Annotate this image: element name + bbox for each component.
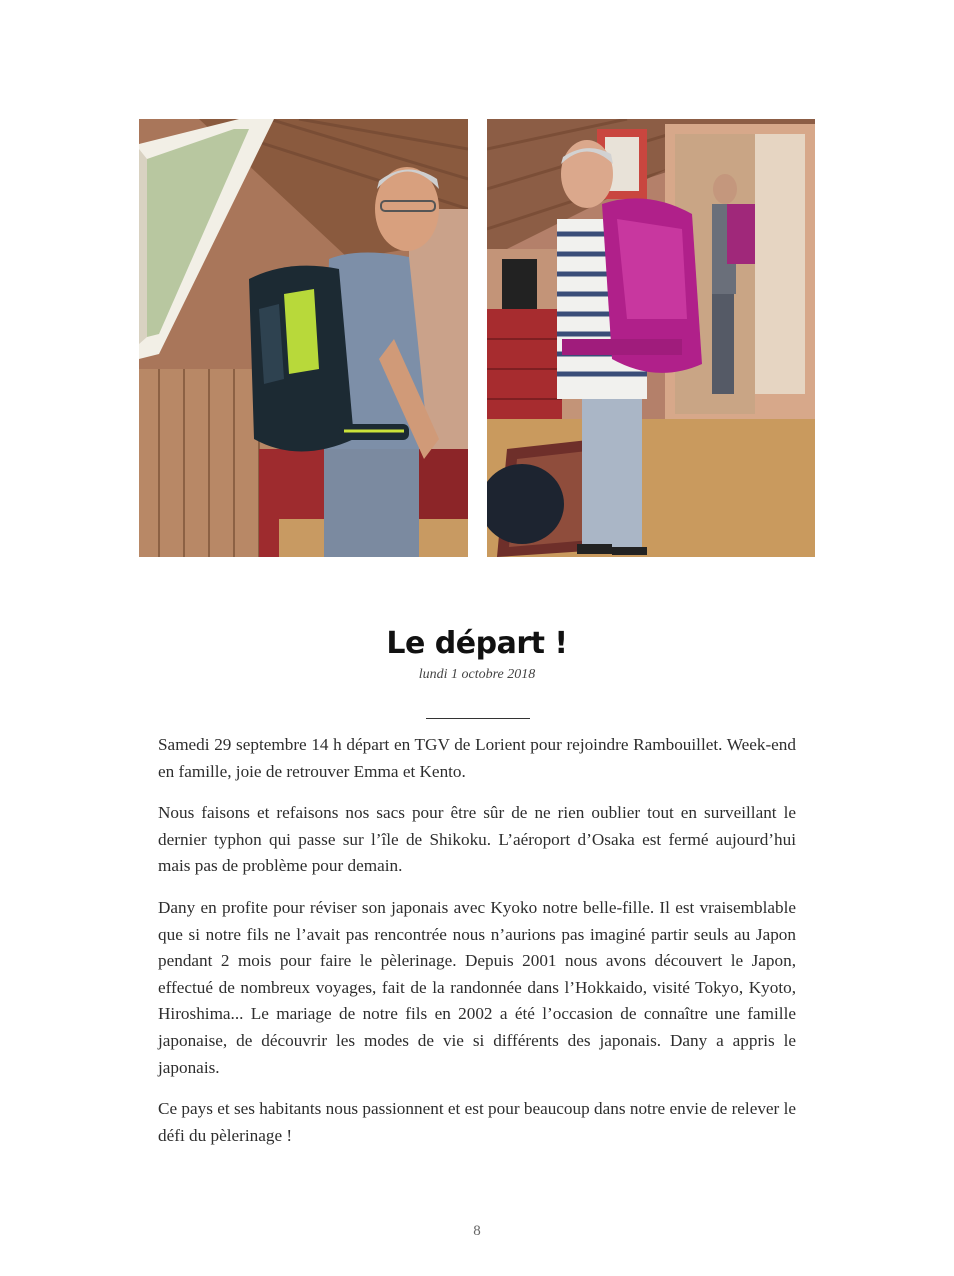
paragraph: Dany en profite pour réviser son japonais avec Kyoko notre belle-fille. Il est vraisemblable que si notre fils ne l’avait pas rencontrée nous n’aurions pas imaginé partir seuls au Japon pendant 2 mois pour faire le pèlerinage. Depuis 2001 nous avons découvert le Japon, effectué de nombreux voyages, fait de la randonnée dans l’Hokkaido, visité Tokyo, Kyoto, Hiroshima... Le mariage de notre fils en 2002 a été l’occasion de connaître une famille japonaise, de découvrir les modes de vie si différents des japonais. Dany a appris le japonais. [158,897,796,1077]
photo-woman-with-backpack [487,119,815,557]
photo-woman-illustration [487,119,815,557]
photo-man-illustration [139,119,468,557]
paragraph: Nous faisons et refaisons nos sacs pour être sûr de ne rien oublier tout en surveillant le dernier typhon qui passe sur l’île de Shikoku. L’aéroport d’Osaka est fermé aujourd’hui mais pas de problème pour demain. [158,803,796,876]
page-number: 8 [473,1223,481,1239]
title-divider [426,718,530,719]
paragraph: Ce pays et ses habitants nous passionnent et est pour beaucoup dans notre envie de relever le défi du pèlerinage ! [158,1099,796,1145]
paragraph: Samedi 29 septembre 14 h départ en TGV de Lorient pour rejoindre Rambouillet. Week-end en famille, joie de retrouver Emma et Kento. [158,735,796,781]
photo-man-with-backpack [139,119,468,557]
page-title: Le départ ! [386,626,568,661]
post-date: lundi 1 octobre 2018 [418,667,536,682]
article-body [158,732,796,1164]
